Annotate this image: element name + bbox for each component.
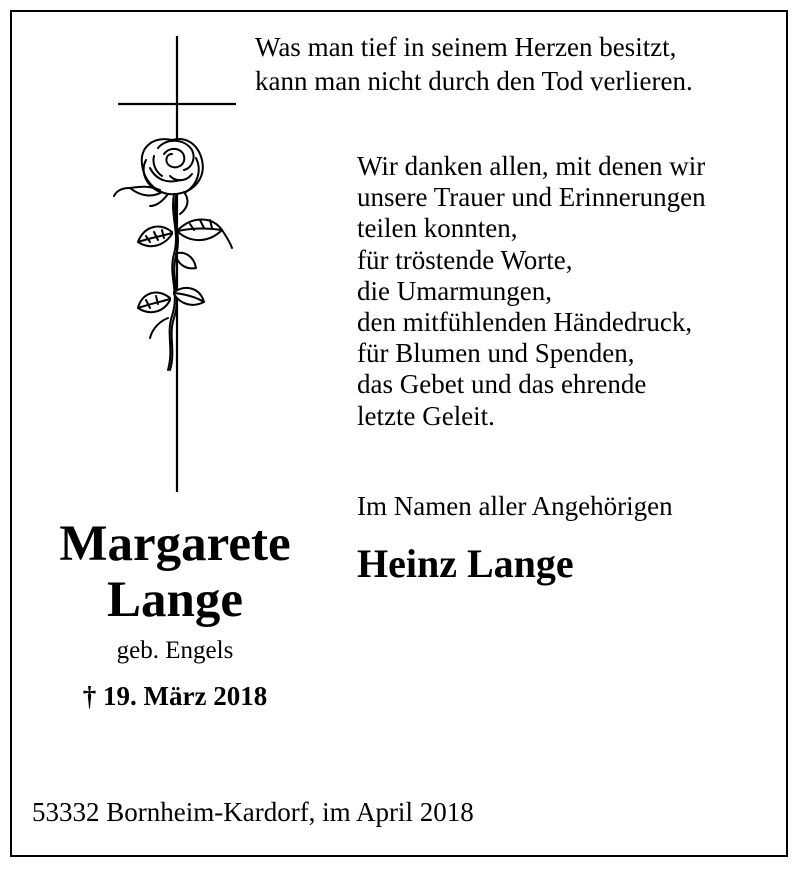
birth-name: geb. Engels <box>116 637 234 664</box>
memorial-quote: Was man tief in seinem Herzen besitzt, kann man nicht durch den Tod verlieren. <box>255 32 693 96</box>
deceased-name: Margarete Lange <box>59 516 291 628</box>
thanks-text: Wir danken allen, mit denen wir unsere Trauer und Erinnerungen teilen konnten, für tröstende Worte, die Umarmungen, den mitfühlenden Händedruck, für Blumen und Spenden, das Gebet und das ehrende letzte Geleit. <box>357 151 706 431</box>
cross-icon <box>110 36 245 496</box>
signer-name: Heinz Lange <box>357 541 574 586</box>
death-date: † 19. März 2018 <box>82 681 268 711</box>
place-date: 53332 Bornheim-Kardorf, im April 2018 <box>32 797 474 827</box>
signoff-line: Im Namen aller Angehörigen <box>357 491 673 521</box>
rose-icon <box>114 139 232 370</box>
